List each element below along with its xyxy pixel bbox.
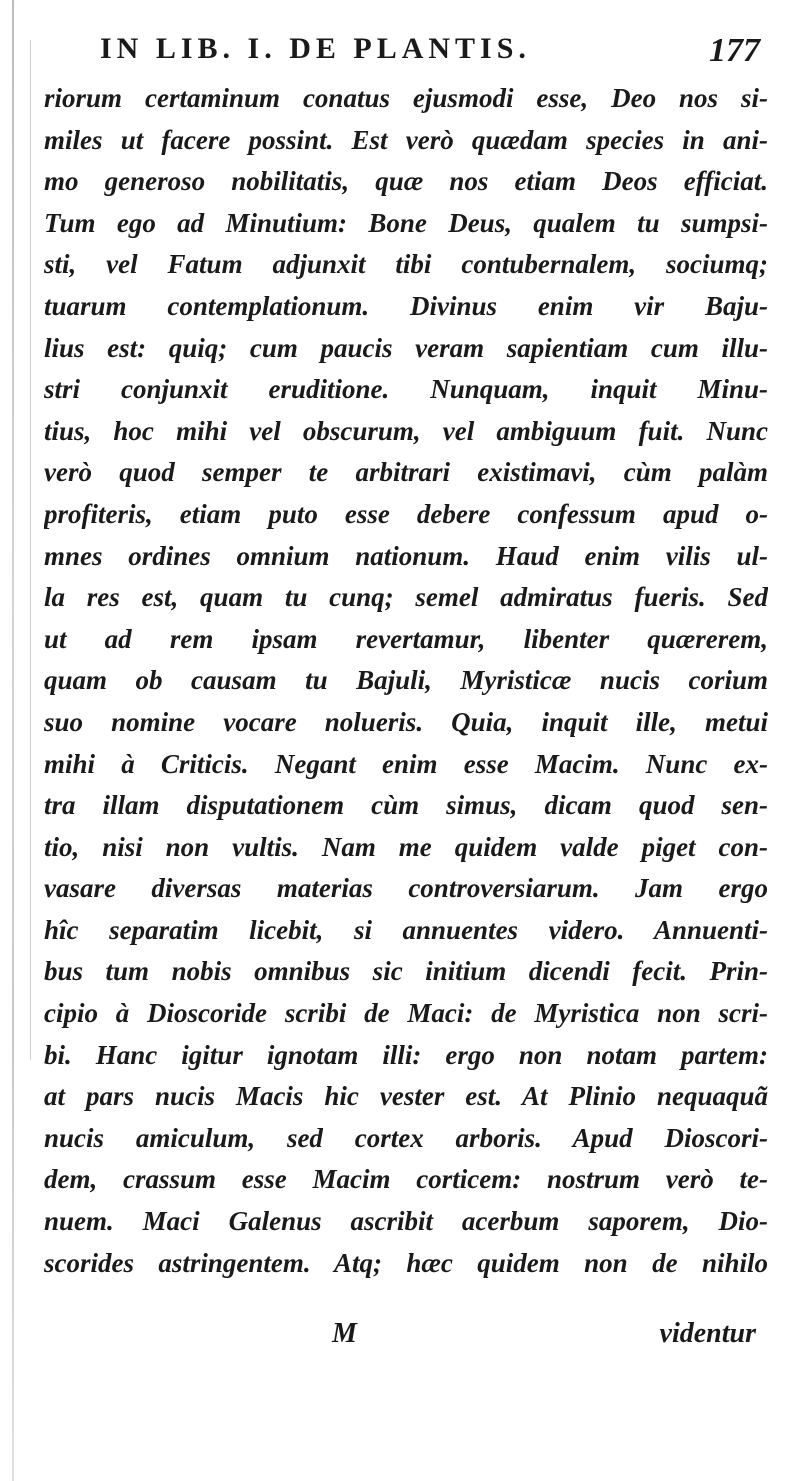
text-line: Tum ego ad Minutium: Bone Deus, qualem tu sumpsi-	[44, 207, 768, 238]
text-line: bi. Hanc igitur ignotam illi: ergo non notam partem:	[44, 1039, 768, 1070]
text-line: mnes ordines omnium nationum. Haud enim vilis ul-	[44, 540, 768, 571]
page-footer	[44, 1318, 768, 1362]
running-title: IN LIB. I. DE PLANTIS.	[100, 32, 531, 65]
text-line: mo generoso nobilitatis, quæ nos etiam Deos efficiat.	[44, 166, 768, 197]
text-line: bus tum nobis omnibus sic initium dicendi fecit. Prin-	[44, 956, 768, 987]
text-line: sti, vel Fatum adjunxit tibi contubernalem, sociumq;	[44, 249, 768, 280]
text-line: cipio à Dioscoride scribi de Maci: de Myristica non scri-	[44, 998, 768, 1029]
text-line: quam ob causam tu Bajuli, Myristicæ nucis corium	[44, 665, 768, 696]
text-line: la res est, quam tu cunq; semel admiratus fueris. Sed	[44, 582, 768, 613]
catchword: videntur	[659, 1318, 756, 1349]
page-header	[100, 32, 760, 76]
text-line: verò quod semper te arbitrari existimavi, cùm palàm	[44, 457, 768, 488]
text-line: tuarum contemplationum. Divinus enim vir Baju-	[44, 290, 768, 321]
text-line: miles ut facere possint. Est verò quædam species in ani-	[44, 124, 768, 155]
text-line: at pars nucis Macis hic vester est. At Plinio nequaquã	[44, 1081, 768, 1112]
text-line: stri conjunxit eruditione. Nunquam, inquit Minu-	[44, 374, 768, 405]
binding-edge	[12, 0, 14, 1481]
text-line: scorides astringentem. Atq; hæc quidem non de nihilo	[44, 1247, 768, 1278]
body-text	[44, 78, 768, 1284]
text-line: ut ad rem ipsam revertamur, libenter quærerem,	[44, 623, 768, 654]
text-line: nucis amiculum, sed cortex arboris. Apud Dioscori-	[44, 1122, 768, 1153]
text-line: riorum certaminum conatus ejusmodi esse, Deo nos si-	[44, 83, 768, 113]
text-line: tio, nisi non vultis. Nam me quidem valde piget con-	[44, 831, 768, 862]
text-line: lius est: quiq; cum paucis veram sapientiam cum illu-	[44, 332, 768, 363]
text-line: profiteris, etiam puto esse debere confessum apud o-	[44, 498, 768, 529]
signature-mark: M	[332, 1318, 357, 1349]
text-line: tius, hoc mihi vel obscurum, vel ambiguum fuit. Nunc	[44, 415, 768, 446]
text-line: tra illam disputationem cùm simus, dicam quod sen-	[44, 790, 768, 821]
text-line: suo nomine vocare nolueris. Quia, inquit ille, metui	[44, 706, 768, 737]
text-line: nuem. Maci Galenus ascribit acerbum saporem, Dio-	[44, 1206, 768, 1237]
inner-margin-rule	[30, 40, 31, 1060]
text-line: hîc separatim licebit, si annuentes videro. Annuenti-	[44, 914, 768, 945]
text-line: mihi à Criticis. Negant enim esse Macim. Nunc ex-	[44, 748, 768, 779]
text-line: dem, crassum esse Macim corticem: nostrum verò te-	[44, 1164, 768, 1195]
page-number: 177	[709, 32, 760, 69]
text-line: vasare diversas materias controversiarum. Jam ergo	[44, 873, 768, 904]
